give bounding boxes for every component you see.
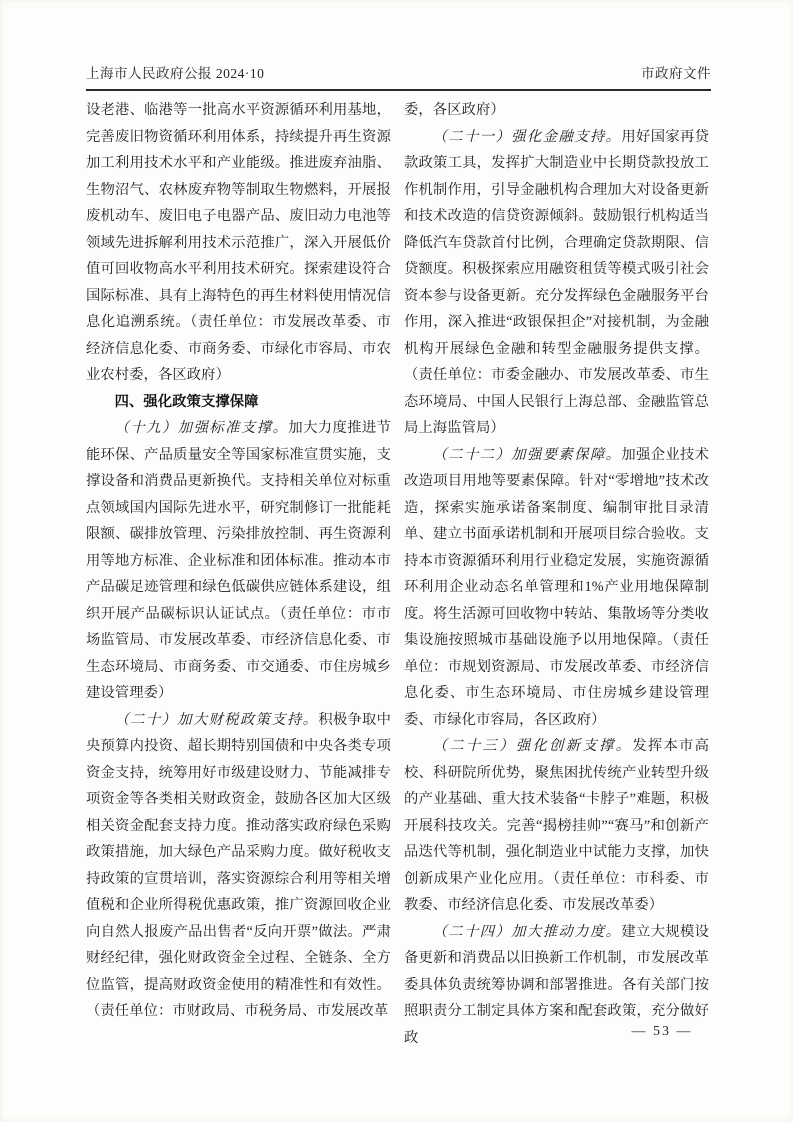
gazette-title-issue: 上海市人民政府公报 2024·10: [86, 66, 265, 81]
item-text-24: 建立大规模设备更新和消费品以旧换新工作机制，市发展改革委具体负责统筹协调和部署推进。各有关部门按照职责分工制定具体方案和配套政策，充分做好政: [404, 923, 709, 1046]
item-text-21: 用好国家再贷款政策工具，发挥扩大制造业中长期贷款投放工作机制作用，引导金融机构合理加大对设备更新和技术改造的信贷资源倾斜。鼓励银行机构适当降低汽车贷款首付比例，合理确定贷款期限、信贷额度。积极探索应用融资租赁等模式吸引社会资本参与设备更新。充分发挥绿色金融服务平台作用，深入推进“政银保担企”对接机制，为金融机构开展绿色金融和转型金融服务提供支撑。（责任单位：市委金融办、市发展改革委、市生态环境局、中国人民银行上海总部、金融监管总局上海监管局）: [404, 128, 709, 436]
header-rule: [86, 89, 711, 91]
item-text-22: 加强企业技术改造项目用地等要素保障。针对“零增地”技术改造，探索实施承诺备案制度、编制审批目录清单、建立书面承诺机制和开展项目综合验收。支持本市资源循环利用行业稳定发展，实施资源循环利用企业动态名单管理和1%产业用地保障制度。将生活源可回收物中转站、集散场等分类收集设施按照城市基础设施予以用地保障。（责任单位：市规划资源局、市发展改革委、市经济信息化委、市生态环境局、市住房城乡建设管理委、市绿化市容局，各区政府）: [404, 446, 709, 728]
paragraph-continued-right: 委，各区政府）: [404, 102, 505, 118]
right-column: [404, 97, 709, 1051]
item-lead-24: （二十四）加大推动力度。: [432, 923, 622, 940]
item-paragraph-22: [404, 442, 709, 734]
item-lead-19: （十九）加强标准支撑。: [114, 420, 289, 436]
item-paragraph-19: [86, 415, 391, 707]
item-lead-22: （二十二）加强要素保障。: [432, 446, 622, 463]
document-category-label: 市政府文件: [641, 66, 711, 81]
two-column-body: [86, 97, 710, 1051]
item-paragraph-23: [404, 733, 709, 919]
page-number: — 53 —: [631, 1024, 693, 1039]
item-lead-23: （二十三）强化创新支撑。: [432, 738, 633, 754]
left-column: [86, 97, 391, 1051]
item-text-20: 积极争取中央预算内投资、超长期特别国债和中央各类专项资金支持，统筹用好市级建设财力、节能减排专项资金等各类相关财政资金，鼓励各区加大区级相关资金配套支持力度。推动落实政府绿色采购政策措施，加大绿色产品采购力度。做好税收支持政策的宣贯培训，落实资源综合利用等相关增值税和企业所得税优惠政策，推广资源回收企业向自然人报废产品出售者“反向开票”做法。严肃财经纪律，强化财政资金全过程、全链条、全方位监管，提高财政资金使用的精准性和有效性。（责任单位：市财政局、市税务局、市发展改革: [86, 711, 391, 1019]
item-lead-21: （二十一）强化金融支持。: [432, 128, 622, 145]
page-header: [86, 62, 711, 82]
item-paragraph-20: [86, 707, 391, 1025]
item-paragraph-21: [404, 124, 709, 442]
item-lead-20: （二十）加大财税政策支持。: [114, 711, 319, 728]
item-text-19: 加大力度推进节能环保、产品质量安全等国家标准宣贯实施，支撑设备和消费品更新换代。支持相关单位对标重点领域国内国际先进水平，研究制修订一批能耗限额、碳排放管理、污染排放控制、再生资源利用等地方标准、企业标准和团体标准。推动本市产品碳足迹管理和绿色低碳供应链体系建设，组织开展产品碳标识认证试点。（责任单位：市市场监管局、市发展改革委、市经济信息化委、市生态环境局、市商务委、市交通委、市住房城乡建设管理委）: [86, 420, 392, 701]
paragraph-continued: 设老港、临港等一批高水平资源循环利用基地，完善废旧物资循环利用体系，持续提升再生资源加工利用技术水平和产业能级。推进废弃油脂、生物沼气、农林废弃物等制取生物燃料，开展报废机动车、废旧电子电器产品、废旧动力电池等领域先进拆解利用技术示范推广，深入开展低价值可回收物高水平利用技术研究。探索建设符合国际标准、具有上海特色的再生材料使用情况信息化追溯系统。（责任单位：市发展改革委、市经济信息化委、市商务委、市绿化市容局、市农业农村委，各区政府）: [86, 102, 391, 383]
section-heading: 四、强化政策支撑保障: [114, 393, 259, 410]
item-text-23: 发挥本市高校、科研院所优势，聚焦困扰传统产业转型升级的产业基础、重大技术装备“卡脖子”难题，积极开展科技攻关。完善“揭榜挂帅”“赛马”和创新产品迭代等机制，强化制造业中试能力支撑，加快创新成果产业化应用。（责任单位：市科委、市教委、市经济信息化委、市发展改革委）: [404, 738, 710, 913]
